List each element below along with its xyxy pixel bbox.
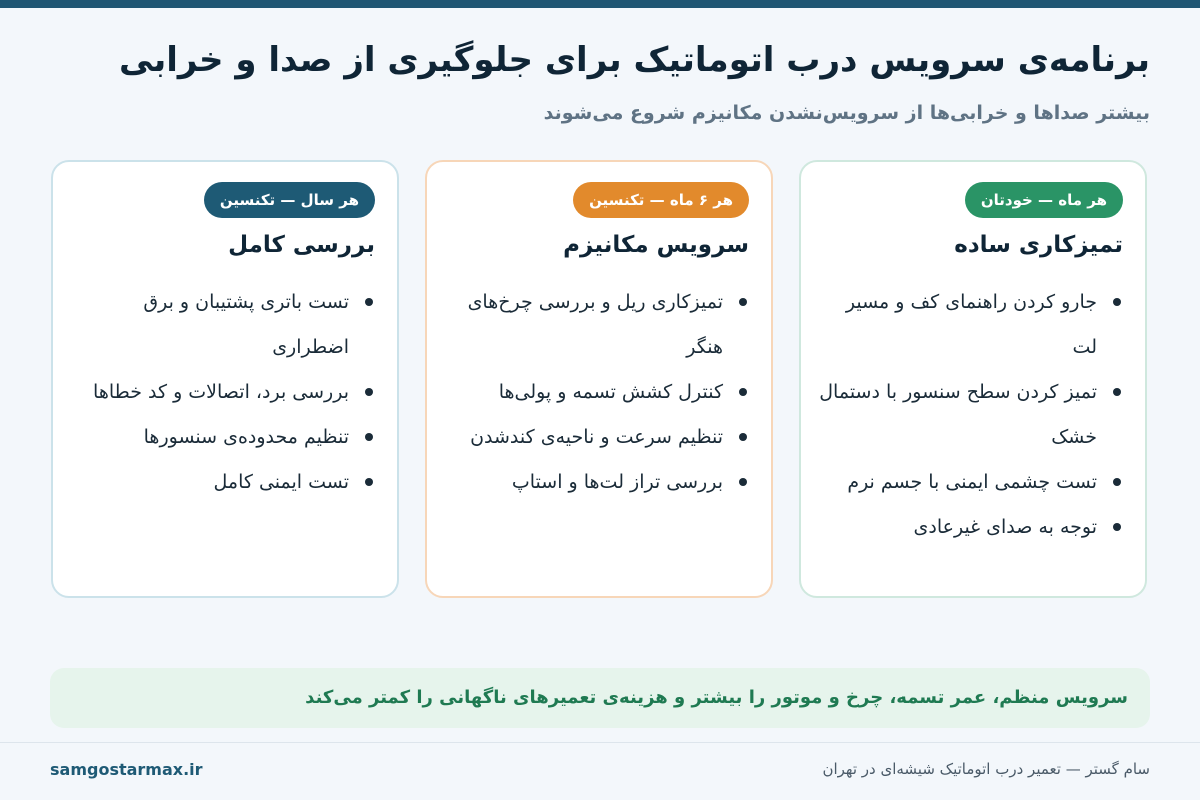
frequency-badge: هر سال — تکنسین <box>204 182 375 218</box>
frequency-badge: هر ۶ ماه — تکنسین <box>573 182 749 218</box>
bullet-icon <box>1113 478 1121 486</box>
top-accent-bar <box>0 0 1200 8</box>
task-list <box>443 280 749 505</box>
page-subtitle: بیشتر صداها و خرابی‌ها از سرویس‌نشدن مکانیزم شروع می‌شوند <box>543 102 1150 124</box>
task-item <box>69 370 375 415</box>
card-title: سرویس مکانیزم <box>563 232 749 258</box>
bullet-icon <box>1113 523 1121 531</box>
bullet-icon <box>1113 298 1121 306</box>
bullet-icon <box>739 388 747 396</box>
task-text: تنظیم محدوده‌ی سنسورها <box>143 426 349 448</box>
card-semiannual <box>425 160 773 598</box>
task-text: بررسی تراز لت‌ها و استاپ <box>511 471 723 493</box>
card-monthly <box>799 160 1147 598</box>
task-item <box>443 415 749 460</box>
footer-caption: سام گستر — تعمیر درب اتوماتیک شیشه‌ای در تهران <box>822 760 1150 778</box>
bullet-icon <box>1113 388 1121 396</box>
task-item <box>443 370 749 415</box>
bullet-icon <box>739 478 747 486</box>
task-text: تست چشمی ایمنی با جسم نرم <box>847 471 1097 493</box>
task-text: جارو کردن راهنمای کف و مسیر لت <box>845 291 1097 358</box>
bullet-icon <box>365 478 373 486</box>
task-item <box>817 505 1123 550</box>
task-text: کنترل کشش تسمه و پولی‌ها <box>498 381 723 403</box>
task-text: تست ایمنی کامل <box>213 471 349 493</box>
footer-divider <box>0 742 1200 743</box>
task-list <box>817 280 1123 550</box>
footer-website: samgostarmax.ir <box>50 760 203 779</box>
task-text: تنظیم سرعت و ناحیه‌ی کندشدن <box>470 426 723 448</box>
card-title: بررسی کامل <box>228 232 375 258</box>
task-item <box>817 280 1123 370</box>
task-item <box>443 460 749 505</box>
frequency-badge: هر ماه — خودتان <box>965 182 1123 218</box>
task-item <box>817 460 1123 505</box>
task-list <box>69 280 375 505</box>
task-item <box>69 415 375 460</box>
page-title: برنامه‌ی سرویس درب اتوماتیک برای جلوگیری از صدا و خرابی <box>119 40 1150 80</box>
bullet-icon <box>365 298 373 306</box>
task-text: تست باتری پشتیبان و برق اضطراری <box>143 291 349 358</box>
task-item <box>69 280 375 370</box>
task-text: تمیزکاری ریل و بررسی چرخ‌های هنگر <box>467 291 723 358</box>
task-text: بررسی برد، اتصالات و کد خطاها <box>93 381 349 403</box>
bullet-icon <box>365 433 373 441</box>
task-item <box>443 280 749 370</box>
task-item <box>817 370 1123 460</box>
task-item <box>69 460 375 505</box>
summary-note: سرویس منظم، عمر تسمه، چرخ و موتور را بیشتر و هزینه‌ی تعمیرهای ناگهانی را کمتر می‌کند <box>50 668 1150 728</box>
card-title: تمیزکاری ساده <box>954 232 1123 258</box>
card-annual <box>51 160 399 598</box>
task-text: تمیز کردن سطح سنسور با دستمال خشک <box>819 381 1097 448</box>
bullet-icon <box>739 433 747 441</box>
bullet-icon <box>739 298 747 306</box>
task-text: توجه به صدای غیرعادی <box>913 516 1097 538</box>
bullet-icon <box>365 388 373 396</box>
